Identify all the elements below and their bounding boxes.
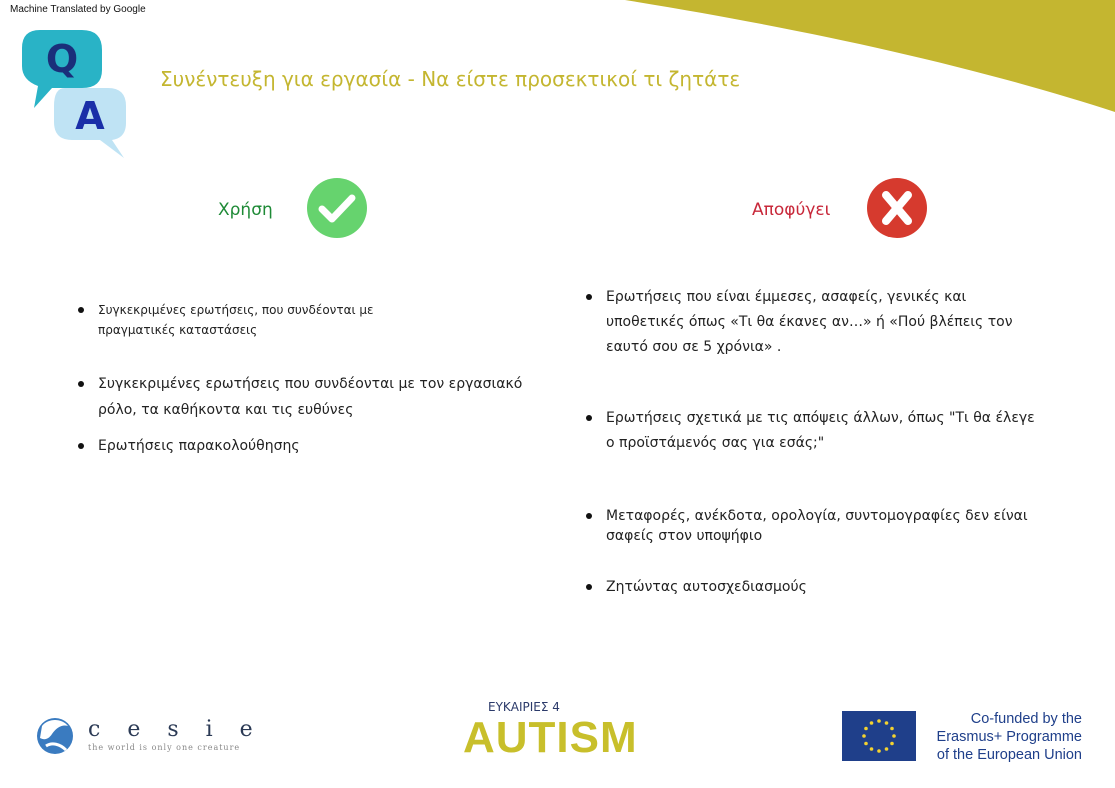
qa-logo-a: A	[75, 94, 105, 138]
check-icon	[306, 177, 368, 239]
autism-logo: AUTISM	[463, 713, 638, 762]
use-label: Χρήση	[218, 200, 273, 220]
eu-star-icon	[890, 742, 894, 746]
eu-star-icon	[885, 721, 889, 725]
use-list	[78, 300, 548, 459]
x-icon	[866, 177, 928, 239]
avoid-list	[586, 285, 1056, 600]
qa-logo-icon	[20, 28, 135, 163]
eu-star-icon	[864, 742, 868, 746]
eu-star-icon	[877, 749, 881, 753]
list-item: Ερωτήσεις σχετικά με τις απόψεις άλλων, όπως "Τι θα έλεγε ο προϊστάμενός σας για εσάς;"	[586, 406, 1056, 456]
eu-star-icon	[864, 727, 868, 731]
list-item: Ερωτήσεις παρακολούθησης	[78, 433, 548, 459]
eu-star-icon	[870, 747, 874, 751]
decorative-swoosh	[0, 0, 1115, 120]
page-title: Συνέντευξη για εργασία - Να είστε προσεκτικοί τι ζητάτε	[160, 67, 741, 91]
eu-cofunded-text: Co-funded by the Erasmus+ Programme of the European Union	[936, 711, 1082, 763]
list-item: Ζητώντας αυτοσχεδιασμούς	[586, 575, 1056, 600]
list-item: Συγκεκριμένες ερωτήσεις, που συνδέονται με πραγματικές καταστάσεις	[78, 300, 548, 340]
eu-flag-icon	[842, 711, 916, 761]
eu-star-icon	[870, 721, 874, 725]
list-item: Συγκεκριμένες ερωτήσεις που συνδέονται με τον εργασιακό ρόλο, τα καθήκοντα και τις ευθύνες	[78, 371, 548, 423]
eu-star-icon	[885, 747, 889, 751]
eu-star-icon	[877, 719, 881, 723]
opportunities-text: ΕΥΚΑΙΡΙΕΣ 4	[488, 700, 560, 714]
list-item: Μεταφορές, ανέκδοτα, ορολογία, συντομογραφίες δεν είναι σαφείς στον υποψήφιο	[586, 506, 1056, 546]
machine-translated-banner: Machine Translated by Google	[10, 4, 146, 15]
list-item: Ερωτήσεις που είναι έμμεσες, ασαφείς, γενικές και υποθετικές όπως «Τι θα έκανες αν…» ή «Πού βλέπεις τον εαυτό σου σε 5 χρόνια» .	[586, 285, 1056, 360]
eu-star-icon	[862, 734, 866, 738]
cesie-wordmark: c e s i e	[88, 717, 263, 742]
qa-logo-q: Q	[45, 37, 79, 81]
avoid-label: Αποφύγει	[752, 200, 831, 220]
cesie-logo-icon	[32, 712, 78, 758]
eu-star-icon	[890, 727, 894, 731]
eu-star-icon	[892, 734, 896, 738]
cesie-tagline: the world is only one creature	[88, 743, 241, 752]
